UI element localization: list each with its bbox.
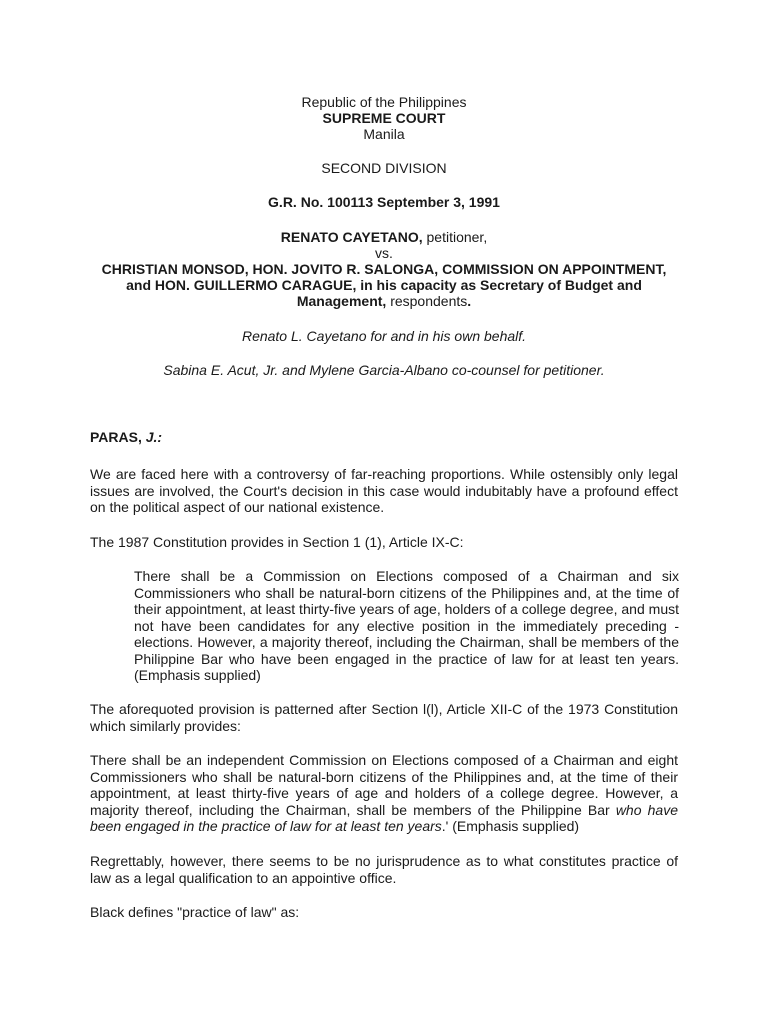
respondents-block [100, 261, 668, 309]
republic-line: Republic of the Philippines [301, 94, 467, 110]
paragraph-3: The aforequoted provision is patterned after Section l(l), Article XII-C of the 1973 Constitution which similarly provides: [90, 701, 678, 734]
ponente-title: J.: [145, 429, 163, 445]
petitioner-name: RENATO CAYETANO, [280, 229, 423, 245]
ponente [90, 429, 678, 446]
counsel-line-2: Sabina E. Acut, Jr. and Mylene Garcia-Albano co-counsel for petitioner. [163, 362, 605, 378]
paragraph-2: The 1987 Constitution provides in Section 1 (1), Article IX-C: [90, 534, 464, 550]
respondents-role: respondents [386, 293, 468, 309]
paragraph-1: We are faced here with a controversy of far-reaching proportions. While ostensibly only legal issues are involved, the Court's decision in this case would indubitably have a profound effect on the political aspect of our national existence. [90, 466, 678, 515]
ponente-name: PARAS, [90, 429, 146, 445]
respondents-names: CHRISTIAN MONSOD, HON. JOVITO R. SALONGA, COMMISSION ON APPOINTMENT, and HON. GUILLERMO CARAGUE, in his capacity as Secretary of Budget and Management, [101, 261, 667, 309]
petitioner-role: petitioner, [422, 229, 488, 245]
counsel-line-1: Renato L. Cayetano for and in his own behalf. [241, 328, 527, 344]
court-name: SUPREME COURT [322, 110, 446, 126]
paragraph-4-italic: who have been engaged in the practice of law for at least ten years [90, 801, 678, 834]
versus: vs. [375, 245, 393, 261]
paragraph-4-start: There shall be an independent Commission on Elections composed of a Chairman and eight Commissioners who shall be natural-born citizens of the Philippines and, at the time of their appointment, at least thirty-five years of age and holders of a college degree. However, a majority thereof, including the Chairman, shall be members of the Philippine Bar [90, 752, 678, 818]
paragraph-4-end: .' (Emphasis supplied) [441, 818, 580, 834]
petitioner-line [90, 229, 678, 245]
paragraph-6: Black defines "practice of law" as: [90, 904, 300, 920]
division: SECOND DIVISION [321, 160, 447, 176]
paragraph-4 [90, 752, 678, 835]
court-city: Manila [363, 126, 405, 142]
paragraph-5: Regrettably, however, there seems to be no jurisprudence as to what constitutes practice of law as a legal qualification to an appointive office. [90, 853, 678, 886]
respondents-end: . [467, 293, 472, 309]
case-number: G.R. No. 100113 September 3, 1991 [268, 194, 500, 210]
block-quote-1: There shall be a Commission on Elections composed of a Chairman and six Commissioners who shall be natural-born citizens of the Philippines and, at the time of their appointment, at least thirty-five years of age, holders of a college degree, and must not have been candidates for any elective position in the immediately preceding -elections. However, a majority thereof, including the Chairman, shall be members of the Philippine Bar who have been engaged in the practice of law for at least ten years. (Emphasis supplied) [134, 568, 679, 683]
